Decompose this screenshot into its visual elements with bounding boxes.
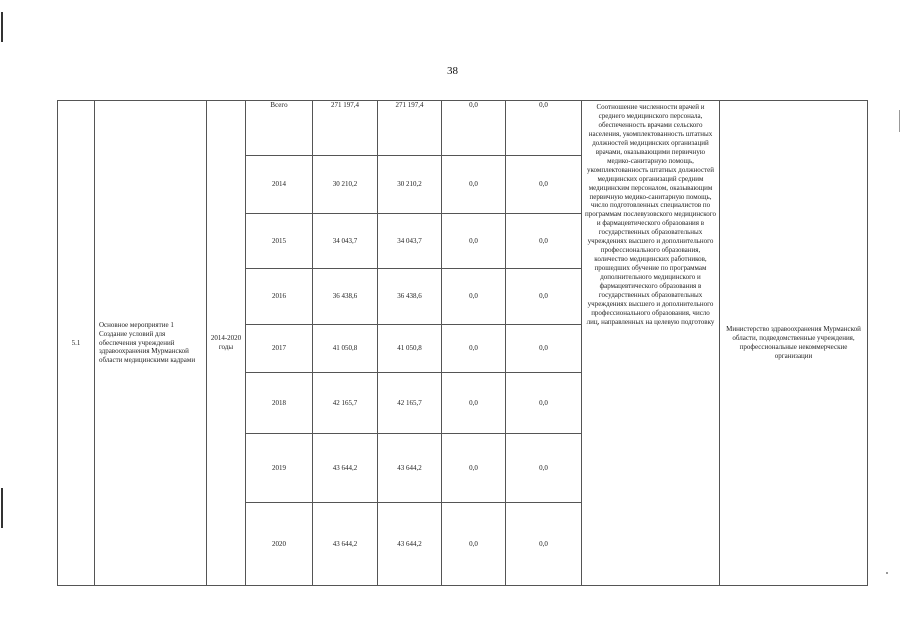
total-cell: 43 644,2 <box>313 434 378 503</box>
year-cell: Всего <box>246 101 313 156</box>
regional-budget-cell: 42 165,7 <box>378 373 442 434</box>
other-sources-cell: 0,0 <box>506 434 582 503</box>
federal-budget-cell: 0,0 <box>442 269 506 325</box>
activity-name: Основное мероприятие 1 Создание условий для обеспечения учреждений здравоохранения Мурманской области медицинскими кадрами <box>95 101 207 586</box>
total-cell: 34 043,7 <box>313 214 378 269</box>
federal-budget-cell: 0,0 <box>442 373 506 434</box>
federal-budget-cell: 0,0 <box>442 214 506 269</box>
other-sources-cell: 0,0 <box>506 325 582 373</box>
regional-budget-cell: 43 644,2 <box>378 434 442 503</box>
regional-budget-cell: 36 438,6 <box>378 269 442 325</box>
other-sources-cell: 0,0 <box>506 214 582 269</box>
year-cell: 2020 <box>246 503 313 586</box>
regional-budget-cell: 41 050,8 <box>378 325 442 373</box>
program-activities-table <box>57 100 868 586</box>
total-cell: 36 438,6 <box>313 269 378 325</box>
regional-budget-cell: 271 197,4 <box>378 101 442 156</box>
year-cell: 2016 <box>246 269 313 325</box>
other-sources-cell: 0,0 <box>506 373 582 434</box>
total-cell: 30 210,2 <box>313 156 378 214</box>
regional-budget-cell: 30 210,2 <box>378 156 442 214</box>
other-sources-cell: 0,0 <box>506 269 582 325</box>
total-cell: 43 644,2 <box>313 503 378 586</box>
executors-cell: Министерство здравоохранения Мурманской области, подведомственные учреждения, профессиональные некоммерческие организации <box>720 101 868 586</box>
scan-edge-mark <box>1 12 3 42</box>
regional-budget-cell: 34 043,7 <box>378 214 442 269</box>
other-sources-cell: 0,0 <box>506 156 582 214</box>
total-cell: 41 050,8 <box>313 325 378 373</box>
year-cell: 2015 <box>246 214 313 269</box>
year-cell: 2019 <box>246 434 313 503</box>
other-sources-cell: 0,0 <box>506 101 582 156</box>
scan-edge-mark <box>899 110 900 132</box>
year-cell: 2014 <box>246 156 313 214</box>
year-cell: 2017 <box>246 325 313 373</box>
scan-speck <box>886 572 888 574</box>
federal-budget-cell: 0,0 <box>442 503 506 586</box>
row-number: 5.1 <box>58 101 95 586</box>
federal-budget-cell: 0,0 <box>442 434 506 503</box>
table-row <box>58 101 868 156</box>
federal-budget-cell: 0,0 <box>442 325 506 373</box>
indicators-text: Соотношение численности врачей и среднего медицинского персонала, обеспеченность врачами сельского населения, укомплектованность штатных должностей медицинских организаций врачами, оказывающими первичную медико-санитарную помощь, укомплектованность штатных должностей медицинских организаций средним медицинским персоналом, оказывающим первичную медико-санитарную помощь, число подготовленных специалистов по программам послевузовского медицинского и фармацевтического образования в государственных образовательных учреждениях высшего и дополнительного профессионального образования, количество медицинских работников, прошедших обучение по программам дополнительного медицинского и фармацевтического образования в государственных образовательных учреждениях высшего и дополнительного профессионального образования, число лиц, направленных на целевую подготовку <box>585 103 716 326</box>
year-cell: 2018 <box>246 373 313 434</box>
total-cell: 42 165,7 <box>313 373 378 434</box>
federal-budget-cell: 0,0 <box>442 101 506 156</box>
total-cell: 271 197,4 <box>313 101 378 156</box>
scan-edge-mark <box>1 488 3 528</box>
other-sources-cell: 0,0 <box>506 503 582 586</box>
implementation-period: 2014-2020 годы <box>207 101 246 586</box>
federal-budget-cell: 0,0 <box>442 156 506 214</box>
indicators-cell <box>582 101 720 586</box>
page-number: 38 <box>447 65 458 77</box>
regional-budget-cell: 43 644,2 <box>378 503 442 586</box>
